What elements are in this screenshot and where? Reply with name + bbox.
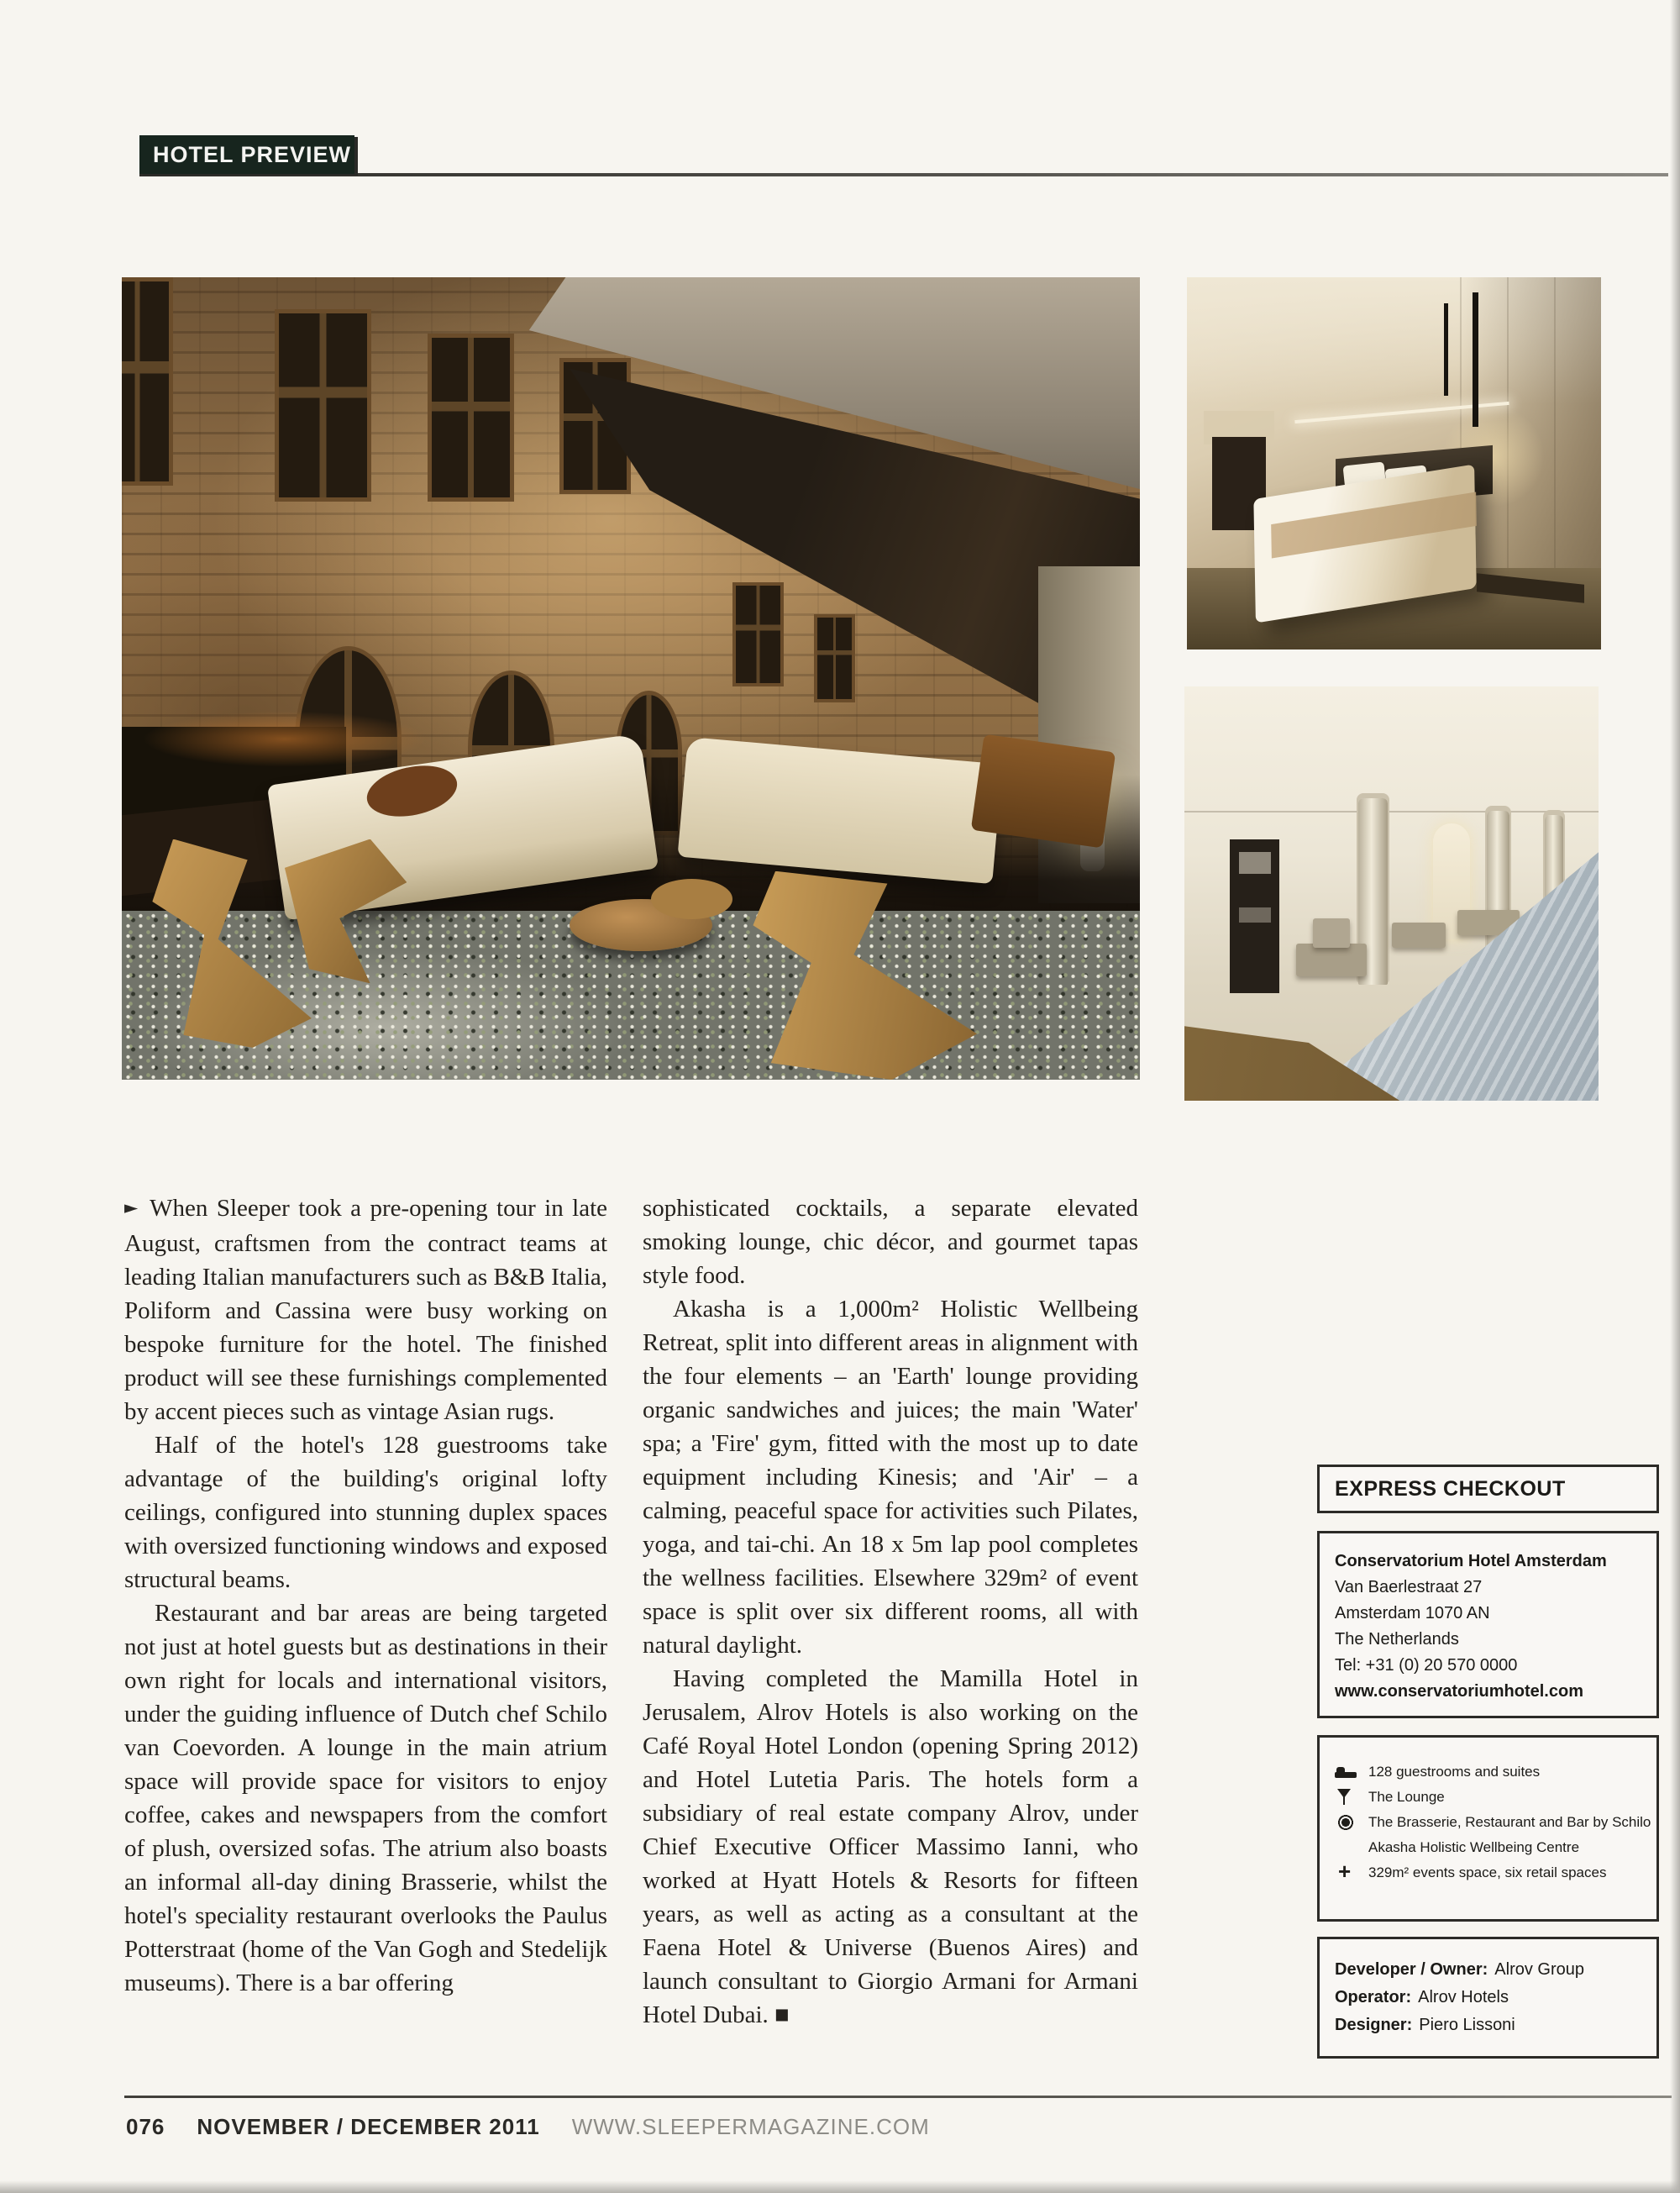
stone-bench <box>1296 944 1367 976</box>
lobby-photo <box>122 277 1140 1080</box>
window <box>732 582 784 686</box>
warm-light-glow <box>142 711 427 767</box>
section-rule <box>139 173 1668 176</box>
facility-text: Akasha Holistic Wellbeing Centre <box>1368 1839 1580 1855</box>
issue-date: NOVEMBER / DECEMBER 2011 <box>197 2114 540 2139</box>
facility-text: 329m² events space, six retail spaces <box>1368 1864 1607 1880</box>
page-number: 076 <box>126 2114 165 2139</box>
paragraph: Having completed the Mamilla Hotel in Jerusalem, Alrov Hotels is also working on the Café Royal Hotel London (opening Spring 2012) and Hotel Lutetia Paris. The hotels form a subsidiary of real estate company Alrov, under Chief Executive Officer Massimo Ianni, who worked at Hyatt Hotels & Resorts for fifteen years, as well as acting as a consultant at the Faena Hotel & Universe (Buenos Aires) and launch consultant to Giorgio Armani for Armani Hotel Dubai. ■ <box>643 1665 1138 2028</box>
guestroom-photo <box>1187 277 1601 649</box>
cocktail-glass-icon <box>1333 1785 1358 1810</box>
credit-label: Developer / Owner: <box>1335 1960 1488 1979</box>
credit-value: Alrov Hotels <box>1418 1988 1509 2006</box>
credit-value: Piero Lissoni <box>1419 2016 1515 2034</box>
credits-box <box>1317 1937 1659 2059</box>
stool <box>651 879 732 919</box>
facility-row <box>1333 1860 1643 1885</box>
plus-icon <box>1333 1860 1358 1885</box>
hotel-info-box <box>1317 1531 1659 1718</box>
facility-row <box>1333 1835 1643 1860</box>
facilities-box <box>1317 1735 1659 1922</box>
bed-icon <box>1333 1759 1358 1785</box>
pendant-light <box>1444 303 1448 396</box>
facility-text: The Brasserie, Restaurant and Bar by Schilo <box>1368 1814 1651 1830</box>
express-checkout-title-box: EXPRESS CHECKOUT <box>1317 1465 1659 1513</box>
hotel-name: Conservatorium Hotel Amsterdam <box>1335 1552 1607 1570</box>
wall-line <box>1184 811 1599 813</box>
window <box>814 614 854 702</box>
window <box>275 309 371 502</box>
credit-line <box>1335 2012 1641 2039</box>
address-line: Van Baerlestraat 27 <box>1335 1578 1483 1596</box>
facility-row <box>1333 1759 1643 1785</box>
credit-line <box>1335 1956 1641 1984</box>
pendant-light <box>1473 292 1478 427</box>
article-column-left <box>124 1191 607 2000</box>
footer-rule <box>124 2096 1672 2098</box>
footer <box>126 2114 930 2140</box>
paragraph: Half of the hotel's 128 guestrooms take advantage of the building's original lofty ceilings, configured into stunning duplex spaces with oversized functioning windows and exposed structural beams. <box>124 1432 607 1593</box>
facility-text: 128 guestrooms and suites <box>1368 1764 1541 1780</box>
facility-row <box>1333 1810 1651 1835</box>
restaurant-icon <box>1333 1810 1358 1835</box>
facility-text: The Lounge <box>1368 1789 1445 1805</box>
lap-pool-photo <box>1184 686 1599 1101</box>
paragraph: sophisticated cocktails, a separate elevated smoking lounge, chic décor, and gourmet tapas style food. <box>643 1195 1138 1289</box>
dark-cabinet <box>1230 839 1279 992</box>
facility-row <box>1333 1785 1643 1810</box>
telephone: Tel: +31 (0) 20 570 0000 <box>1335 1656 1518 1675</box>
window <box>428 334 514 502</box>
section-tag: HOTEL PREVIEW <box>139 135 354 174</box>
article-column-right <box>643 1191 1138 2032</box>
arrow-marker: ► <box>124 1197 139 1217</box>
magazine-website: WWW.SLEEPERMAGAZINE.COM <box>571 2114 930 2139</box>
paragraph-text: When Sleeper took a pre-opening tour in late August, craftsmen from the contract teams at leading Italian manufacturers such as B&B Italia, Poliform and Cassina were busy working on bespoke furniture for the hotel. The finished product will see these furnishings complemented by accent pieces such as vintage Asian rugs. <box>124 1195 607 1425</box>
window <box>122 277 173 486</box>
stone-bench <box>1392 923 1446 948</box>
paragraph: Akasha is a 1,000m² Holistic Wellbeing Retreat, split into different areas in alignment with the four elements – an 'Earth' lounge providing organic sandwiches and juices; the main 'Water' spa; a 'Fire' gym, fitted with the most up to date equipment including Kinesis; and 'Air' – a calming, peaceful space for activities such Pilates, yoga, and tai-chi. An 18 x 5m lap pool completes the wellness facilities. Elsewhere 329m² of event space is split over six different rooms, all with natural daylight. <box>643 1296 1138 1659</box>
credit-label: Designer: <box>1335 2016 1413 2034</box>
paragraph <box>124 1191 607 1428</box>
credit-line <box>1335 1984 1641 2012</box>
hotel-website: www.conservatoriumhotel.com <box>1335 1682 1583 1701</box>
credit-value: Alrov Group <box>1494 1960 1584 1979</box>
address-line: The Netherlands <box>1335 1630 1459 1649</box>
page-scan-edge-right <box>1670 0 1680 2193</box>
leather-armchair <box>971 734 1116 848</box>
address-line: Amsterdam 1070 AN <box>1335 1604 1490 1622</box>
page-scan-edge-bottom <box>0 2180 1680 2193</box>
credit-label: Operator: <box>1335 1988 1412 2006</box>
paragraph: Restaurant and bar areas are being targeted not just at hotel guests but as destinations in their own right for locals and international visitors, under the guiding influence of Dutch chef Schilo van Coevorden. A lounge in the main atrium space will provide space for visitors to enjoy coffee, cakes and newspapers from the comfort of plush, oversized sofas. The atrium also boasts an informal all-day dining Brasserie, whilst the hotel's speciality restaurant overlooks the Paulus Potterstraat (home of the Van Gogh and Stedelijk museums). There is a bar offering <box>124 1600 607 1996</box>
stone-bench <box>1313 918 1350 948</box>
